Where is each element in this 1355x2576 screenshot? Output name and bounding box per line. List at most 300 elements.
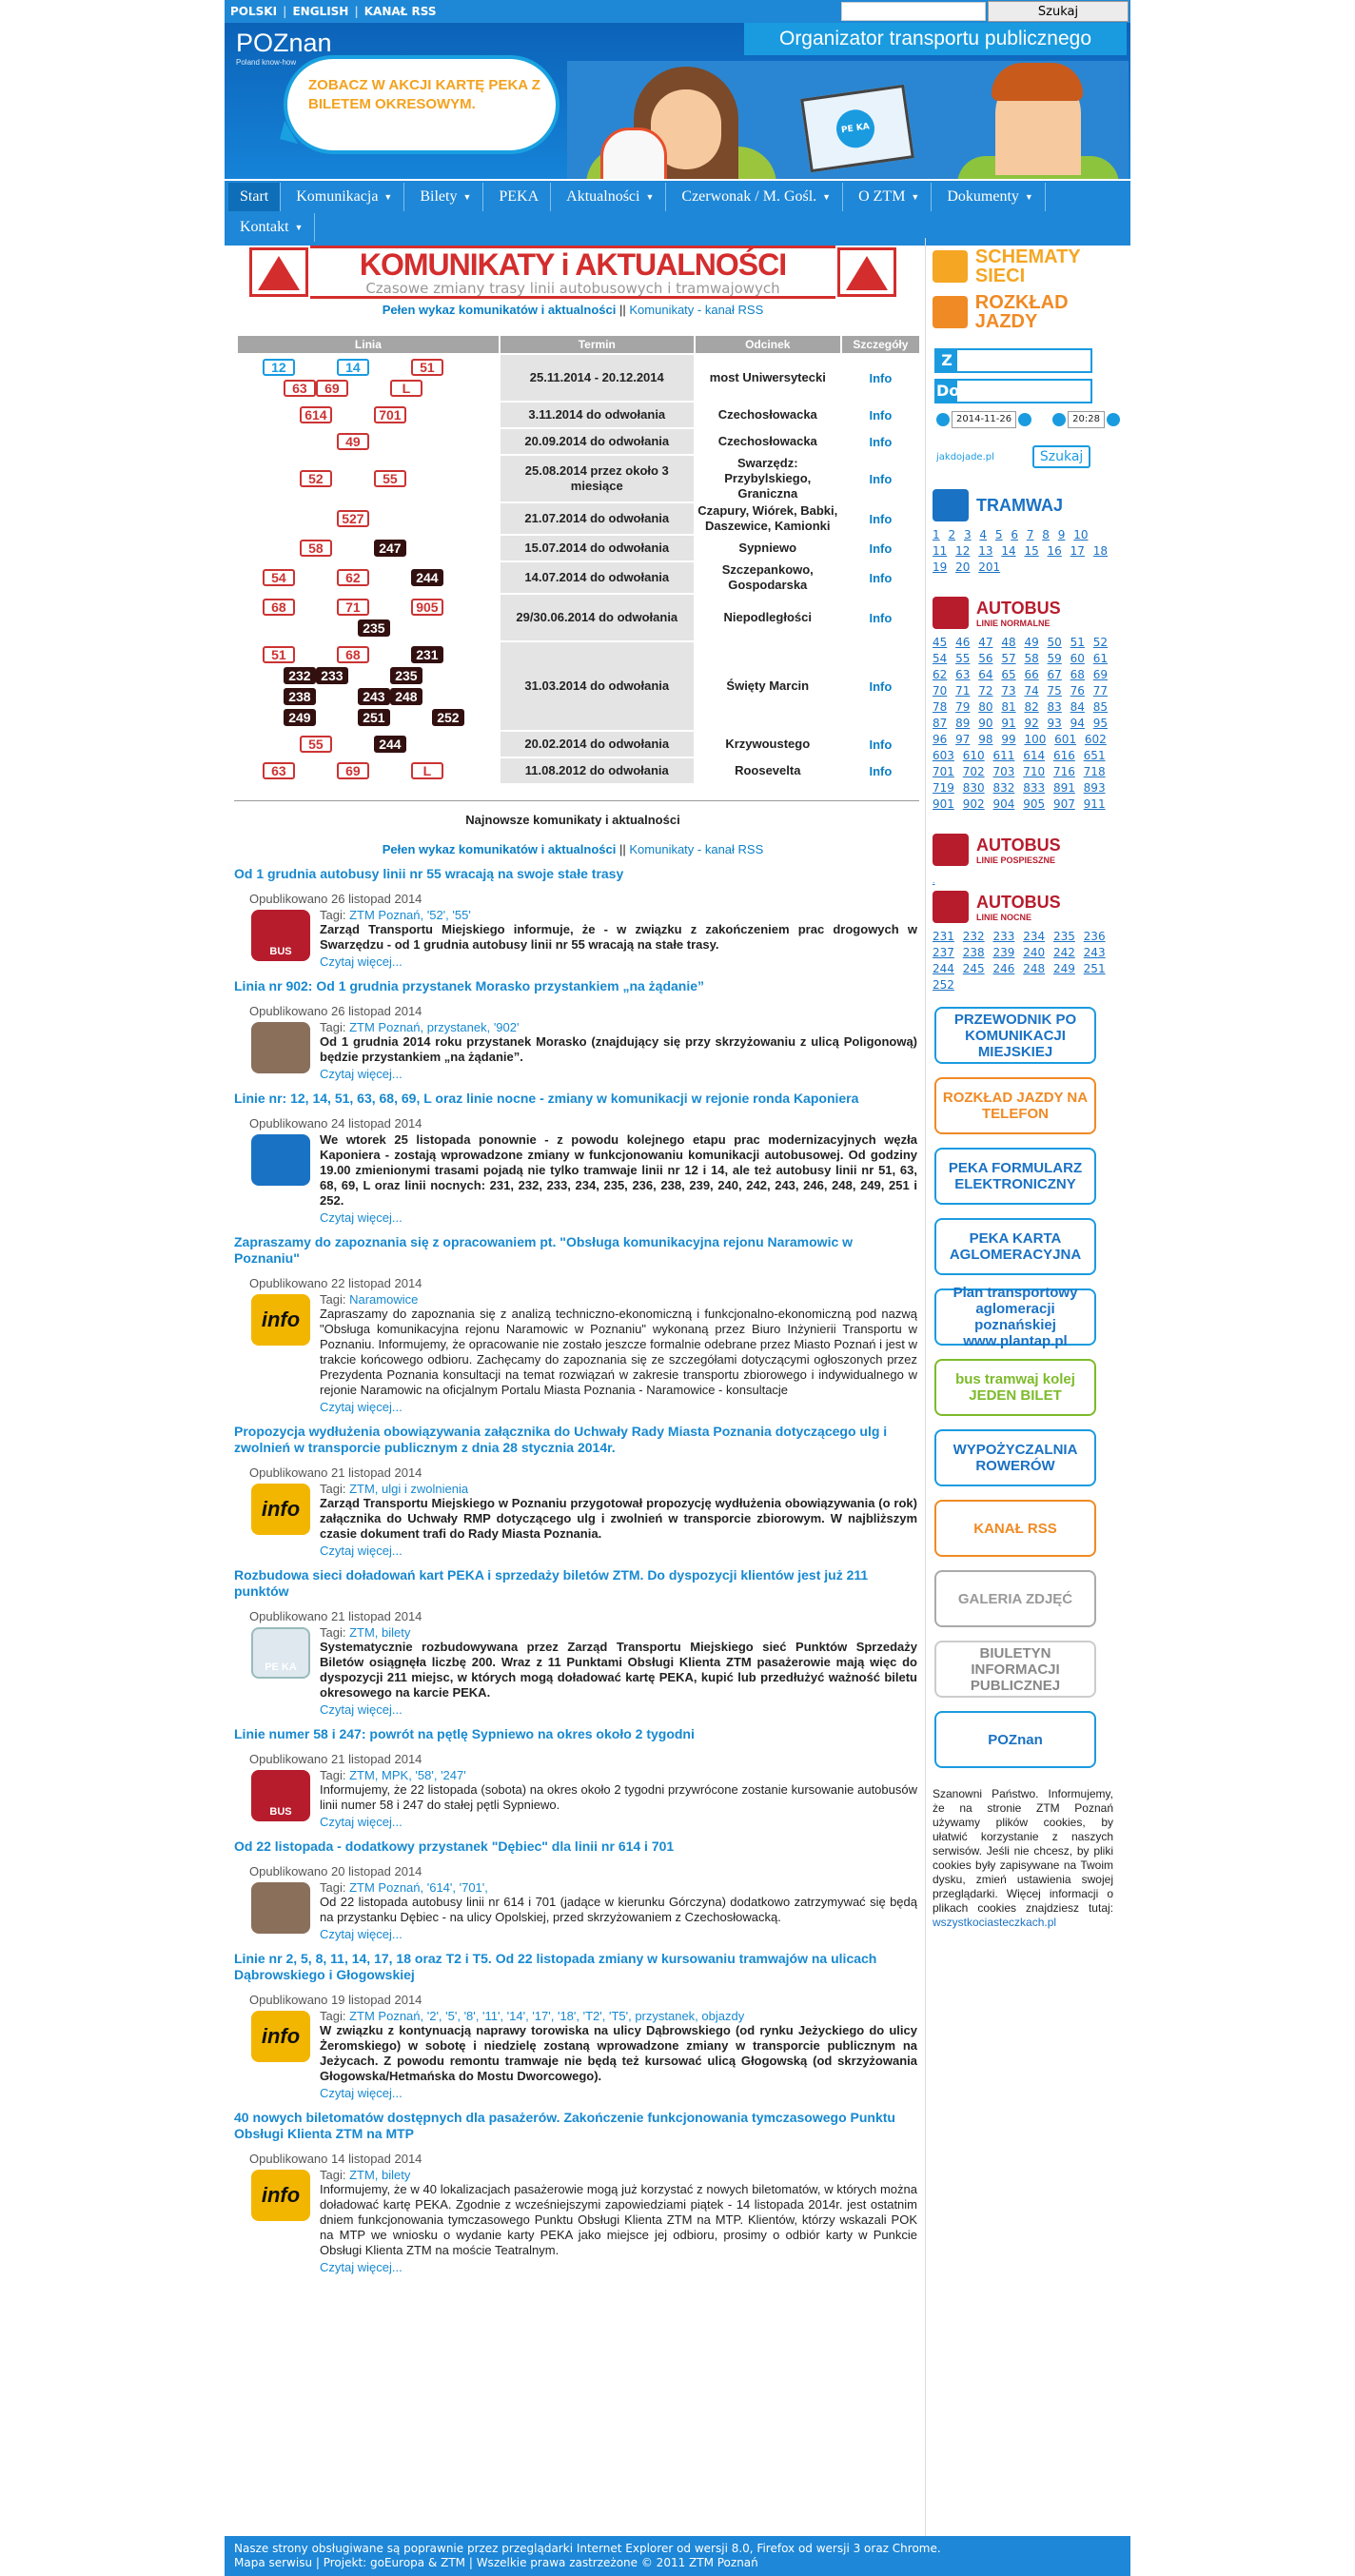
line-badges xyxy=(238,403,499,427)
bus-line-link[interactable]: 67 xyxy=(1047,668,1062,681)
tram-line-link[interactable]: 8 xyxy=(1042,528,1050,541)
table-row xyxy=(238,503,919,534)
komunikaty-table xyxy=(236,334,921,785)
news-tags: Tagi: ZTM Poznań, przystanek, '902' xyxy=(320,1020,520,1034)
bus-line-link[interactable]: 48 xyxy=(1001,636,1016,649)
bus-line-link[interactable]: 710 xyxy=(1023,765,1046,778)
line-badge[interactable]: 55 xyxy=(300,736,332,753)
info-link[interactable]: Info xyxy=(869,610,893,625)
night-line-link[interactable]: 237 xyxy=(933,946,954,959)
tram-line-link[interactable]: 16 xyxy=(1047,544,1062,558)
info-link[interactable]: Info xyxy=(869,541,893,556)
rss-komunikaty-link-2[interactable]: Komunikaty - kanał RSS xyxy=(629,842,764,856)
tag-links[interactable]: ZTM Poznań, przystanek, '902' xyxy=(349,1020,520,1034)
promo-banner-1[interactable]: ROZKŁAD JAZDY NA TELEFON xyxy=(934,1077,1096,1134)
bus-line-link[interactable]: 79 xyxy=(955,700,971,714)
night-line-link[interactable]: 248 xyxy=(1023,962,1046,975)
line-badge[interactable]: 68 xyxy=(263,599,295,616)
bus-line-link[interactable]: 651 xyxy=(1083,749,1106,762)
planner-search-button[interactable]: Szukaj xyxy=(1032,445,1090,468)
news-tags: Tagi: ZTM Poznań, '2', '5', '8', '11', '14', '17', '18', 'T2', 'T5', przystanek, objazdy xyxy=(320,2009,745,2023)
bus-line-link[interactable]: 610 xyxy=(962,749,985,762)
line-badge[interactable]: 63 xyxy=(263,762,295,779)
news-body xyxy=(234,908,917,969)
bus-line-link[interactable]: 84 xyxy=(1070,700,1085,714)
bus-line-link[interactable]: 76 xyxy=(1070,684,1085,698)
line-badge[interactable]: 51 xyxy=(263,646,295,663)
bus-line-link[interactable]: 62 xyxy=(933,668,948,681)
read-more-link[interactable]: Czytaj więcej... xyxy=(320,1400,403,1414)
komunikaty-header xyxy=(249,246,896,299)
bus-line-link[interactable]: 74 xyxy=(1024,684,1039,698)
bus-line-link[interactable]: 92 xyxy=(1024,717,1039,730)
night-line-link[interactable]: 252 xyxy=(933,978,954,992)
news-body xyxy=(234,1482,917,1558)
stop-icon xyxy=(251,1882,310,1934)
prev-date-icon[interactable] xyxy=(936,413,950,426)
bus-line-link[interactable]: 82 xyxy=(1024,700,1039,714)
bus-line-link[interactable]: 91 xyxy=(1001,717,1016,730)
night-line-link[interactable]: 242 xyxy=(1052,946,1075,959)
line-badges xyxy=(238,536,499,560)
night-line-link[interactable]: 244 xyxy=(933,962,954,975)
bus-line-link[interactable]: 94 xyxy=(1070,717,1085,730)
bus-line-link[interactable]: 911 xyxy=(1083,797,1106,811)
read-more-link[interactable]: Czytaj więcej... xyxy=(320,2086,403,2100)
schematy-sieci-button[interactable]: SCHEMATY SIECI xyxy=(933,247,1123,285)
line-badge[interactable]: L xyxy=(411,762,443,779)
line-badge[interactable]: 69 xyxy=(316,380,348,397)
cookie-link[interactable]: wszystkociasteczkach.pl xyxy=(933,1916,1057,1929)
bus-line-link[interactable]: 60 xyxy=(1070,652,1085,665)
rozklad-jazdy-button[interactable]: ROZKŁAD JAZDY xyxy=(933,293,1123,331)
tag-links[interactable]: ZTM Poznań, '614', '701', xyxy=(349,1880,488,1895)
night-line-link[interactable]: 251 xyxy=(1083,962,1106,975)
news-text: We wtorek 25 listopada ponownie - z powodu kolejnego etapu prac modernizacyjnych węzła Kaponiera - zostają wprowadzone zmiany w funkcjonowaniu komunikacji autobusowej. Od godziny 19.00 zmienionymi trasami pojadą nie tylko tramwaje linii nr 12 i 14, ale też autobusy linii nr 51, 63, 68, 69, L oraz linii nocnych: 231, 232, 233, 234, 235, 236, 238, 239, 240, 242, 243, 246, 248, 249, 251 i 252. xyxy=(320,1132,917,1208)
details-cell xyxy=(842,642,919,730)
read-more-link[interactable]: Czytaj więcej... xyxy=(320,2260,403,2274)
bus-line-link[interactable]: 832 xyxy=(992,781,1015,795)
promo-banner-9[interactable]: BIULETYN INFORMACJI PUBLICZNEJ xyxy=(934,1641,1096,1698)
info-link[interactable]: Info xyxy=(869,678,893,694)
bus-line-link[interactable]: 49 xyxy=(1024,636,1039,649)
bus-line-link[interactable]: 78 xyxy=(933,700,948,714)
night-line-link[interactable]: 232 xyxy=(962,930,985,943)
col-odcinek: Odcinek xyxy=(696,336,840,353)
tram-line-link[interactable]: 19 xyxy=(933,560,948,574)
chevron-down-icon: ▼ xyxy=(294,223,304,232)
details-cell xyxy=(842,732,919,757)
nav-item-5[interactable]: Czerwonak / M. Gośl. ▼ xyxy=(670,183,843,211)
tram-line-link[interactable]: 15 xyxy=(1024,544,1039,558)
bus-line-link[interactable]: 833 xyxy=(1023,781,1046,795)
line-badge[interactable]: 238 xyxy=(284,688,316,705)
bus-line-link[interactable]: 87 xyxy=(933,717,948,730)
news-title[interactable]: Linie nr 2, 5, 8, 11, 14, 17, 18 oraz T2 i T5. Od 22 listopada zmiany w kursowaniu tramwajów na ulicach Dąbrowskiego i Głogowskiej xyxy=(234,1951,877,1982)
all-news-link-2[interactable]: Pełen wykaz komunikatów i aktualności xyxy=(382,842,617,856)
read-more-link[interactable]: Czytaj więcej... xyxy=(320,1815,403,1829)
info-link[interactable]: Info xyxy=(869,370,893,385)
tram-line-link[interactable]: 2 xyxy=(948,528,956,541)
line-badge[interactable]: 247 xyxy=(374,540,406,557)
info-link[interactable]: Info xyxy=(869,763,893,778)
date-field[interactable]: 2014-11-26 xyxy=(952,411,1016,428)
bus-line-link[interactable]: 716 xyxy=(1052,765,1075,778)
nav-item-4[interactable]: Aktualności ▼ xyxy=(555,183,666,211)
news-body xyxy=(234,2168,917,2274)
bus-line-link[interactable]: 85 xyxy=(1092,700,1109,714)
bus-line-link[interactable]: 96 xyxy=(933,733,948,746)
line-badge[interactable]: 52 xyxy=(300,470,332,487)
news-list xyxy=(234,866,917,2274)
footer-browser-note: Nasze strony obsługiwane są poprawnie przez przeglądarki Internet Explorer od wersji 8.0, Firefox od wersji 3 oraz Chrome. xyxy=(234,2542,941,2555)
details-cell xyxy=(842,429,919,454)
tram-icon xyxy=(933,489,969,521)
bus-line-link[interactable]: 70 xyxy=(933,684,948,698)
bus-line-link[interactable]: 61 xyxy=(1092,652,1109,665)
bus-line-link[interactable]: 100 xyxy=(1024,733,1047,746)
line-badge[interactable]: 12 xyxy=(263,359,295,376)
bus-line-link[interactable]: 901 xyxy=(933,797,954,811)
bus-line-link[interactable]: 611 xyxy=(992,749,1015,762)
bus-line-link[interactable]: 81 xyxy=(1001,700,1016,714)
odcinek-cell: Krzywoustego xyxy=(725,737,811,751)
bus-line-link[interactable]: 703 xyxy=(992,765,1015,778)
top-bar: POLSKI | ENGLISH | KANAŁ RSS Szukaj xyxy=(225,0,1130,23)
bus-line-link[interactable]: 89 xyxy=(955,717,971,730)
nav-item-0[interactable]: Start xyxy=(228,183,281,211)
nav-item-2[interactable]: Bilety ▼ xyxy=(408,183,483,211)
clapboard-icon: PE KA xyxy=(800,85,914,173)
night-line-link[interactable]: 246 xyxy=(992,962,1015,975)
next-date-icon[interactable] xyxy=(1018,413,1031,426)
nav-item-7[interactable]: Dokumenty ▼ xyxy=(935,183,1045,211)
bus-line-link[interactable]: 93 xyxy=(1047,717,1062,730)
line-badge[interactable]: 58 xyxy=(300,540,332,557)
chevron-down-icon: ▼ xyxy=(911,192,920,202)
nav-item-6[interactable]: O ZTM ▼ xyxy=(847,183,932,211)
tram-line-link[interactable]: 9 xyxy=(1057,528,1066,541)
publish-date: Opublikowano 20 listopad 2014 xyxy=(249,1864,422,1878)
read-more-link[interactable]: Czytaj więcej... xyxy=(320,1210,403,1225)
news-text: W związku z kontynuacją naprawy torowiska na ulicy Dąbrowskiego (od rynku Jeżyckiego do ulicy Żeromskiego) w sobotę i niedzielę zostaną wprowadzone zmiany w transporcie publicznym na Jeżycach. Z powodu remontu tramwaje nie będą też kursować ulicą Głogowską (od skrzyżowania Głogowska/Hetmańska do Mostu Dworcowego). xyxy=(320,2023,917,2083)
odcinek-cell: Niepodległości xyxy=(723,610,812,624)
odcinek-cell: Czapury, Wiórek, Babki, Daszewice, Kamionki xyxy=(697,503,838,533)
bus-line-link[interactable]: 90 xyxy=(978,717,993,730)
bus-line-link[interactable]: 55 xyxy=(955,652,971,665)
bus-line-link[interactable]: 68 xyxy=(1070,668,1085,681)
bus-line-link[interactable]: 50 xyxy=(1047,636,1062,649)
banner-illustration xyxy=(567,61,1129,179)
news-title[interactable]: Linie numer 58 i 247: powrót na pętlę Sypniewo na okres około 2 tygodni xyxy=(234,1726,695,1741)
bus-line-link[interactable]: 718 xyxy=(1083,765,1106,778)
line-badge[interactable]: 251 xyxy=(358,709,390,726)
tram-line-link[interactable]: 14 xyxy=(1001,544,1016,558)
bus-line-link[interactable]: 719 xyxy=(933,781,954,795)
tram-line-link[interactable]: 10 xyxy=(1073,528,1089,541)
bus-line-link[interactable]: 98 xyxy=(978,733,993,746)
to-field[interactable]: Do xyxy=(934,379,1092,403)
bus-line-link[interactable]: 902 xyxy=(962,797,985,811)
bus-line-link[interactable]: 830 xyxy=(962,781,985,795)
bus-line-link[interactable]: 64 xyxy=(978,668,993,681)
news-tags: Tagi: ZTM, MPK, '58', '247' xyxy=(320,1768,466,1782)
bus-line-link[interactable]: 56 xyxy=(978,652,993,665)
roadworks-icon xyxy=(249,247,308,297)
bus-line-link[interactable]: 57 xyxy=(1001,652,1016,665)
line-badge[interactable]: 243 xyxy=(358,688,390,705)
line-badge[interactable]: 249 xyxy=(284,709,316,726)
from-field[interactable]: Z xyxy=(934,348,1092,373)
bus-line-link[interactable]: 58 xyxy=(1024,652,1039,665)
bus-line-link[interactable]: 63 xyxy=(955,668,971,681)
line-badge[interactable]: 51 xyxy=(411,359,443,376)
bus-line-link[interactable]: 701 xyxy=(933,765,954,778)
bus-line-link[interactable]: 46 xyxy=(955,636,971,649)
search-input[interactable] xyxy=(841,2,986,21)
info-link[interactable]: Info xyxy=(869,407,893,423)
night-line-link[interactable]: 234 xyxy=(1023,930,1046,943)
peka-promo-bubble[interactable]: ZOBACZ W AKCJI KARTĘ PEKA Z BILETEM OKRESOWYM. xyxy=(284,55,560,154)
line-badges xyxy=(238,429,499,454)
publish-date: Opublikowano 21 listopad 2014 xyxy=(249,1609,422,1623)
line-badge[interactable]: 54 xyxy=(263,569,295,586)
col-szczegoly: Szczegóły xyxy=(842,336,919,353)
line-badge[interactable]: 905 xyxy=(411,599,443,616)
bus-line-link[interactable]: 904 xyxy=(992,797,1015,811)
bus-line-link[interactable]: 893 xyxy=(1083,781,1106,795)
line-badge[interactable]: 55 xyxy=(374,470,406,487)
search-button[interactable]: Szukaj xyxy=(988,1,1129,22)
tram-line-link[interactable]: 11 xyxy=(933,544,948,558)
line-badge[interactable]: 49 xyxy=(337,433,369,450)
promo-banner-8[interactable]: GALERIA ZDJĘĆ xyxy=(934,1570,1096,1627)
read-more-link[interactable]: Czytaj więcej... xyxy=(320,954,403,969)
promo-banner-2[interactable]: PEKA FORMULARZ ELEKTRONICZNY xyxy=(934,1148,1096,1205)
read-more-link[interactable]: Czytaj więcej... xyxy=(320,1544,403,1558)
odcinek-cell: most Uniwersytecki xyxy=(709,370,826,384)
time-field[interactable]: 20:28 xyxy=(1068,411,1105,428)
page-subtitle: Czasowe zmiany trasy linii autobusowych i tramwajowych xyxy=(365,280,780,297)
info-link[interactable]: Info xyxy=(869,471,893,486)
bus-line-link[interactable]: 603 xyxy=(933,749,954,762)
bus-line-link[interactable]: 65 xyxy=(1001,668,1016,681)
bus-line-link[interactable]: 905 xyxy=(1023,797,1046,811)
line-badge[interactable]: 69 xyxy=(337,762,369,779)
bus-line-link[interactable]: 72 xyxy=(978,684,993,698)
bus-line-link[interactable]: 73 xyxy=(1001,684,1016,698)
rss-komunikaty-link[interactable]: Komunikaty - kanał RSS xyxy=(629,303,764,317)
main-content xyxy=(230,238,915,2274)
tag-links[interactable]: ZTM, bilety xyxy=(349,1625,411,1640)
bus-express-section: AUTOBUS LINIE POSPIESZNE xyxy=(933,834,1123,866)
details-cell xyxy=(842,456,919,501)
tram-line-link[interactable]: 1 xyxy=(933,528,940,541)
line-badge[interactable]: 63 xyxy=(284,380,316,397)
bus-line-link[interactable]: 97 xyxy=(955,733,971,746)
promo-banner-5[interactable]: bus tramwaj kolej JEDEN BILET xyxy=(934,1359,1096,1416)
line-badge[interactable]: 231 xyxy=(411,646,443,663)
promo-banner-10[interactable]: POZnan xyxy=(934,1711,1096,1768)
night-line-link[interactable]: 239 xyxy=(992,946,1015,959)
tram-line-link[interactable]: 6 xyxy=(1011,528,1018,541)
bus-line-link[interactable]: 54 xyxy=(933,652,948,665)
bus-line-link[interactable]: 601 xyxy=(1054,733,1077,746)
line-badge[interactable]: 248 xyxy=(390,688,422,705)
next-time-icon[interactable] xyxy=(1107,413,1120,426)
line-badge[interactable]: 62 xyxy=(337,569,369,586)
tag-links[interactable]: ZTM, bilety xyxy=(349,2168,411,2182)
bus-line-link[interactable]: 614 xyxy=(1023,749,1046,762)
tram-line-link[interactable]: 12 xyxy=(955,544,971,558)
bus-line-link[interactable]: 907 xyxy=(1052,797,1075,811)
news-tags: Tagi: ZTM Poznań, '52', '55' xyxy=(320,908,471,922)
bus-line-link[interactable]: 99 xyxy=(1001,733,1016,746)
tram-line-link[interactable]: 7 xyxy=(1026,528,1034,541)
news-title[interactable]: Od 1 grudnia autobusy linii nr 55 wracają na swoje stałe trasy xyxy=(234,866,624,881)
all-news-link[interactable]: Pełen wykaz komunikatów i aktualności xyxy=(382,303,617,317)
line-badge[interactable]: 71 xyxy=(337,599,369,616)
news-text: Od 1 grudnia 2014 roku przystanek Morasko (znajdujący się przy skrzyżowaniu z ulicą Poligonową) będzie przystankiem „na żądanie”. xyxy=(320,1034,917,1064)
bus-line-link[interactable]: 69 xyxy=(1092,668,1109,681)
line-badge[interactable]: 232 xyxy=(284,667,316,684)
termin-cell: 15.07.2014 do odwołania xyxy=(501,536,694,560)
news-title[interactable]: Propozycja wydłużenia obowiązywania załącznika do Uchwały Rady Miasta Poznania dotyczącego ulg i zwolnień w transporcie publicznym z dnia 28 stycznia 2014r. xyxy=(234,1424,888,1455)
bus-line-link[interactable]: 891 xyxy=(1052,781,1075,795)
news-text: Zapraszamy do zapoznania się z analizą techniczno-ekonomiczną i funkcjonalno-ekonomiczną pod nazwą "Obsługa komunikacyjna rejonu Naramowic w Poznaniu" wykonaną przez Biuro Inżynierii Transportu w Poznaniu. Informujemy, że opracowanie nie zostało jeszcze formalnie odebrane przez Miasto Poznań i jest w trakcie końcowego odbioru. Zachęcamy do zapoznania się ze szczegółami dotyczącymi ogłoszonych przez Prezydenta Poznania konsultacji na temat rozwiązań w zakresie transportu zbiorowego i indywidualnego w rejonie Naramowic na oficjalnym Portalu Miasta Poznania - Naramowice - konsultacje xyxy=(320,1307,917,1397)
tag-links[interactable]: ZTM, ulgi i zwolnienia xyxy=(349,1482,469,1496)
rss-link[interactable]: KANAŁ RSS xyxy=(363,5,437,18)
bus-line-link[interactable]: 83 xyxy=(1047,700,1062,714)
bus-line-link[interactable]: 66 xyxy=(1024,668,1039,681)
info-link[interactable]: Info xyxy=(869,737,893,752)
tag-links[interactable]: Naramowice xyxy=(349,1292,419,1307)
promo-banner-3[interactable]: PEKA KARTA AGLOMERACYJNA xyxy=(934,1218,1096,1275)
night-line-link[interactable]: 240 xyxy=(1023,946,1046,959)
bus-line-link[interactable]: 52 xyxy=(1092,636,1109,649)
line-badge[interactable]: 701 xyxy=(374,406,406,423)
col-linia: Linia xyxy=(238,336,499,353)
lang-polski-link[interactable]: POLSKI xyxy=(230,5,278,18)
line-badge[interactable]: 235 xyxy=(358,619,390,637)
publish-date: Opublikowano 26 listopad 2014 xyxy=(249,1004,422,1018)
line-badge[interactable]: L xyxy=(390,380,422,397)
line-badge[interactable]: 14 xyxy=(337,359,369,376)
night-line-link[interactable]: 233 xyxy=(992,930,1015,943)
bus-line-link[interactable]: 95 xyxy=(1092,717,1109,730)
tram-icon xyxy=(251,1134,310,1186)
line-badge[interactable]: 68 xyxy=(337,646,369,663)
promo-banner-0[interactable]: PRZEWODNIK PO KOMUNIKACJI MIEJSKIEJ xyxy=(934,1007,1096,1064)
tram-line-link[interactable]: 201 xyxy=(978,560,1001,574)
info-link[interactable]: Info xyxy=(869,434,893,449)
bus-line-link[interactable]: 702 xyxy=(962,765,985,778)
lang-english-link[interactable]: ENGLISH xyxy=(292,5,349,18)
peka-icon: PE KA xyxy=(251,1627,310,1679)
night-line-link[interactable]: 238 xyxy=(962,946,985,959)
promo-banner-6[interactable]: WYPOŻYCZALNIA ROWERÓW xyxy=(934,1429,1096,1486)
promo-banner-7[interactable]: KANAŁ RSS xyxy=(934,1500,1096,1557)
news-title[interactable]: Zapraszamy do zapoznania się z opracowaniem pt. "Obsługa komunikacyjna rejonu Naramowic w Poznaniu" xyxy=(234,1234,854,1266)
nav-item-3[interactable]: PEKA xyxy=(487,183,551,211)
nav-item-1[interactable]: Komunikacja ▼ xyxy=(285,183,404,211)
nav-item-8[interactable]: Kontakt ▼ xyxy=(228,213,315,242)
info-link[interactable]: Info xyxy=(869,570,893,585)
banner xyxy=(225,23,1130,179)
tag-links[interactable]: ZTM Poznań, '2', '5', '8', '11', '14', '17', '18', 'T2', 'T5', przystanek, objazdy xyxy=(349,2009,745,2023)
news-title[interactable]: Od 22 listopada - dodatkowy przystanek "Dębiec" dla linii nr 614 i 701 xyxy=(234,1839,675,1854)
bus-line-link[interactable]: 51 xyxy=(1070,636,1085,649)
read-more-link[interactable]: Czytaj więcej... xyxy=(320,1067,403,1081)
read-more-link[interactable]: Czytaj więcej... xyxy=(320,1702,403,1717)
info-link[interactable]: Info xyxy=(869,511,893,526)
line-badge[interactable]: 614 xyxy=(300,406,332,423)
night-line-link[interactable]: 249 xyxy=(1052,962,1075,975)
news-title[interactable]: 40 nowych biletomatów dostępnych dla pasażerów. Zakończenie funkcjonowania tymczasowego Punktu Obsługi Klienta ZTM na MTP xyxy=(234,2110,895,2141)
news-title[interactable]: Rozbudowa sieci doładowań kart PEKA i sprzedaży biletów ZTM. Do dyspozycji klientów jest już 211 punktów xyxy=(234,1567,869,1599)
main-nav xyxy=(225,179,1130,246)
tram-line-link[interactable]: 18 xyxy=(1092,544,1109,558)
bus-line-link[interactable]: 75 xyxy=(1047,684,1062,698)
tram-line-link[interactable]: 4 xyxy=(979,528,988,541)
page xyxy=(225,0,1130,2576)
bus-line-link[interactable]: 45 xyxy=(933,636,948,649)
tag-links[interactable]: ZTM Poznań, '52', '55' xyxy=(349,908,471,922)
poznan-logo[interactable]: POZnan Poland know-how xyxy=(236,29,332,67)
bus-line-link[interactable]: 616 xyxy=(1052,749,1075,762)
prev-time-icon[interactable] xyxy=(1052,413,1066,426)
details-cell xyxy=(842,403,919,427)
info-icon: info xyxy=(251,1484,310,1535)
info-icon: info xyxy=(251,2011,310,2062)
odcinek-cell: Swarzędz: Przybylskiego, Graniczna xyxy=(724,456,812,501)
line-badge[interactable]: 527 xyxy=(337,510,369,527)
night-line-link[interactable]: 243 xyxy=(1083,946,1106,959)
night-line-link[interactable]: 236 xyxy=(1083,930,1106,943)
tram-line-link[interactable]: 17 xyxy=(1070,544,1085,558)
promo-banner-4[interactable]: Plan transportowy aglomeracji poznańskiej www.plantap.pl xyxy=(934,1288,1096,1346)
night-line-link[interactable]: 245 xyxy=(962,962,985,975)
bus-line-link[interactable]: 59 xyxy=(1047,652,1062,665)
tram-line-link[interactable]: 5 xyxy=(994,528,1003,541)
line-badge[interactable]: 244 xyxy=(411,569,443,586)
night-line-link[interactable]: 231 xyxy=(933,930,954,943)
news-title[interactable]: Linia nr 902: Od 1 grudnia przystanek Morasko przystankiem „na żądanie” xyxy=(234,978,705,993)
line-badges xyxy=(238,642,499,730)
line-badge[interactable]: 252 xyxy=(432,709,464,726)
publish-date: Opublikowano 24 listopad 2014 xyxy=(249,1116,422,1131)
bus-line-link[interactable]: 77 xyxy=(1092,684,1109,698)
table-row xyxy=(238,355,919,401)
tram-line-link[interactable]: 13 xyxy=(978,544,993,558)
bus-line-link[interactable]: 80 xyxy=(978,700,993,714)
bus-line-link[interactable]: 47 xyxy=(978,636,993,649)
news-title[interactable]: Linie nr: 12, 14, 51, 63, 68, 69, L oraz linie nocne - zmiany w komunikacji w rejonie ronda Kaponiera xyxy=(234,1091,859,1106)
line-badge[interactable]: 244 xyxy=(374,736,406,753)
read-more-link[interactable]: Czytaj więcej... xyxy=(320,1927,403,1941)
bus-line-link[interactable]: 71 xyxy=(955,684,971,698)
chevron-down-icon: ▼ xyxy=(462,192,472,202)
news-body xyxy=(234,2009,917,2100)
tag-links[interactable]: ZTM, MPK, '58', '247' xyxy=(349,1768,466,1782)
bus-line-link[interactable]: 602 xyxy=(1084,733,1107,746)
tram-line-link[interactable]: 20 xyxy=(955,560,971,574)
tram-line-link[interactable]: 3 xyxy=(963,528,972,541)
line-badge[interactable]: 235 xyxy=(390,667,422,684)
date-time-picker xyxy=(934,411,1123,428)
line-badge[interactable]: 233 xyxy=(316,667,348,684)
night-line-link[interactable]: 235 xyxy=(1052,930,1075,943)
